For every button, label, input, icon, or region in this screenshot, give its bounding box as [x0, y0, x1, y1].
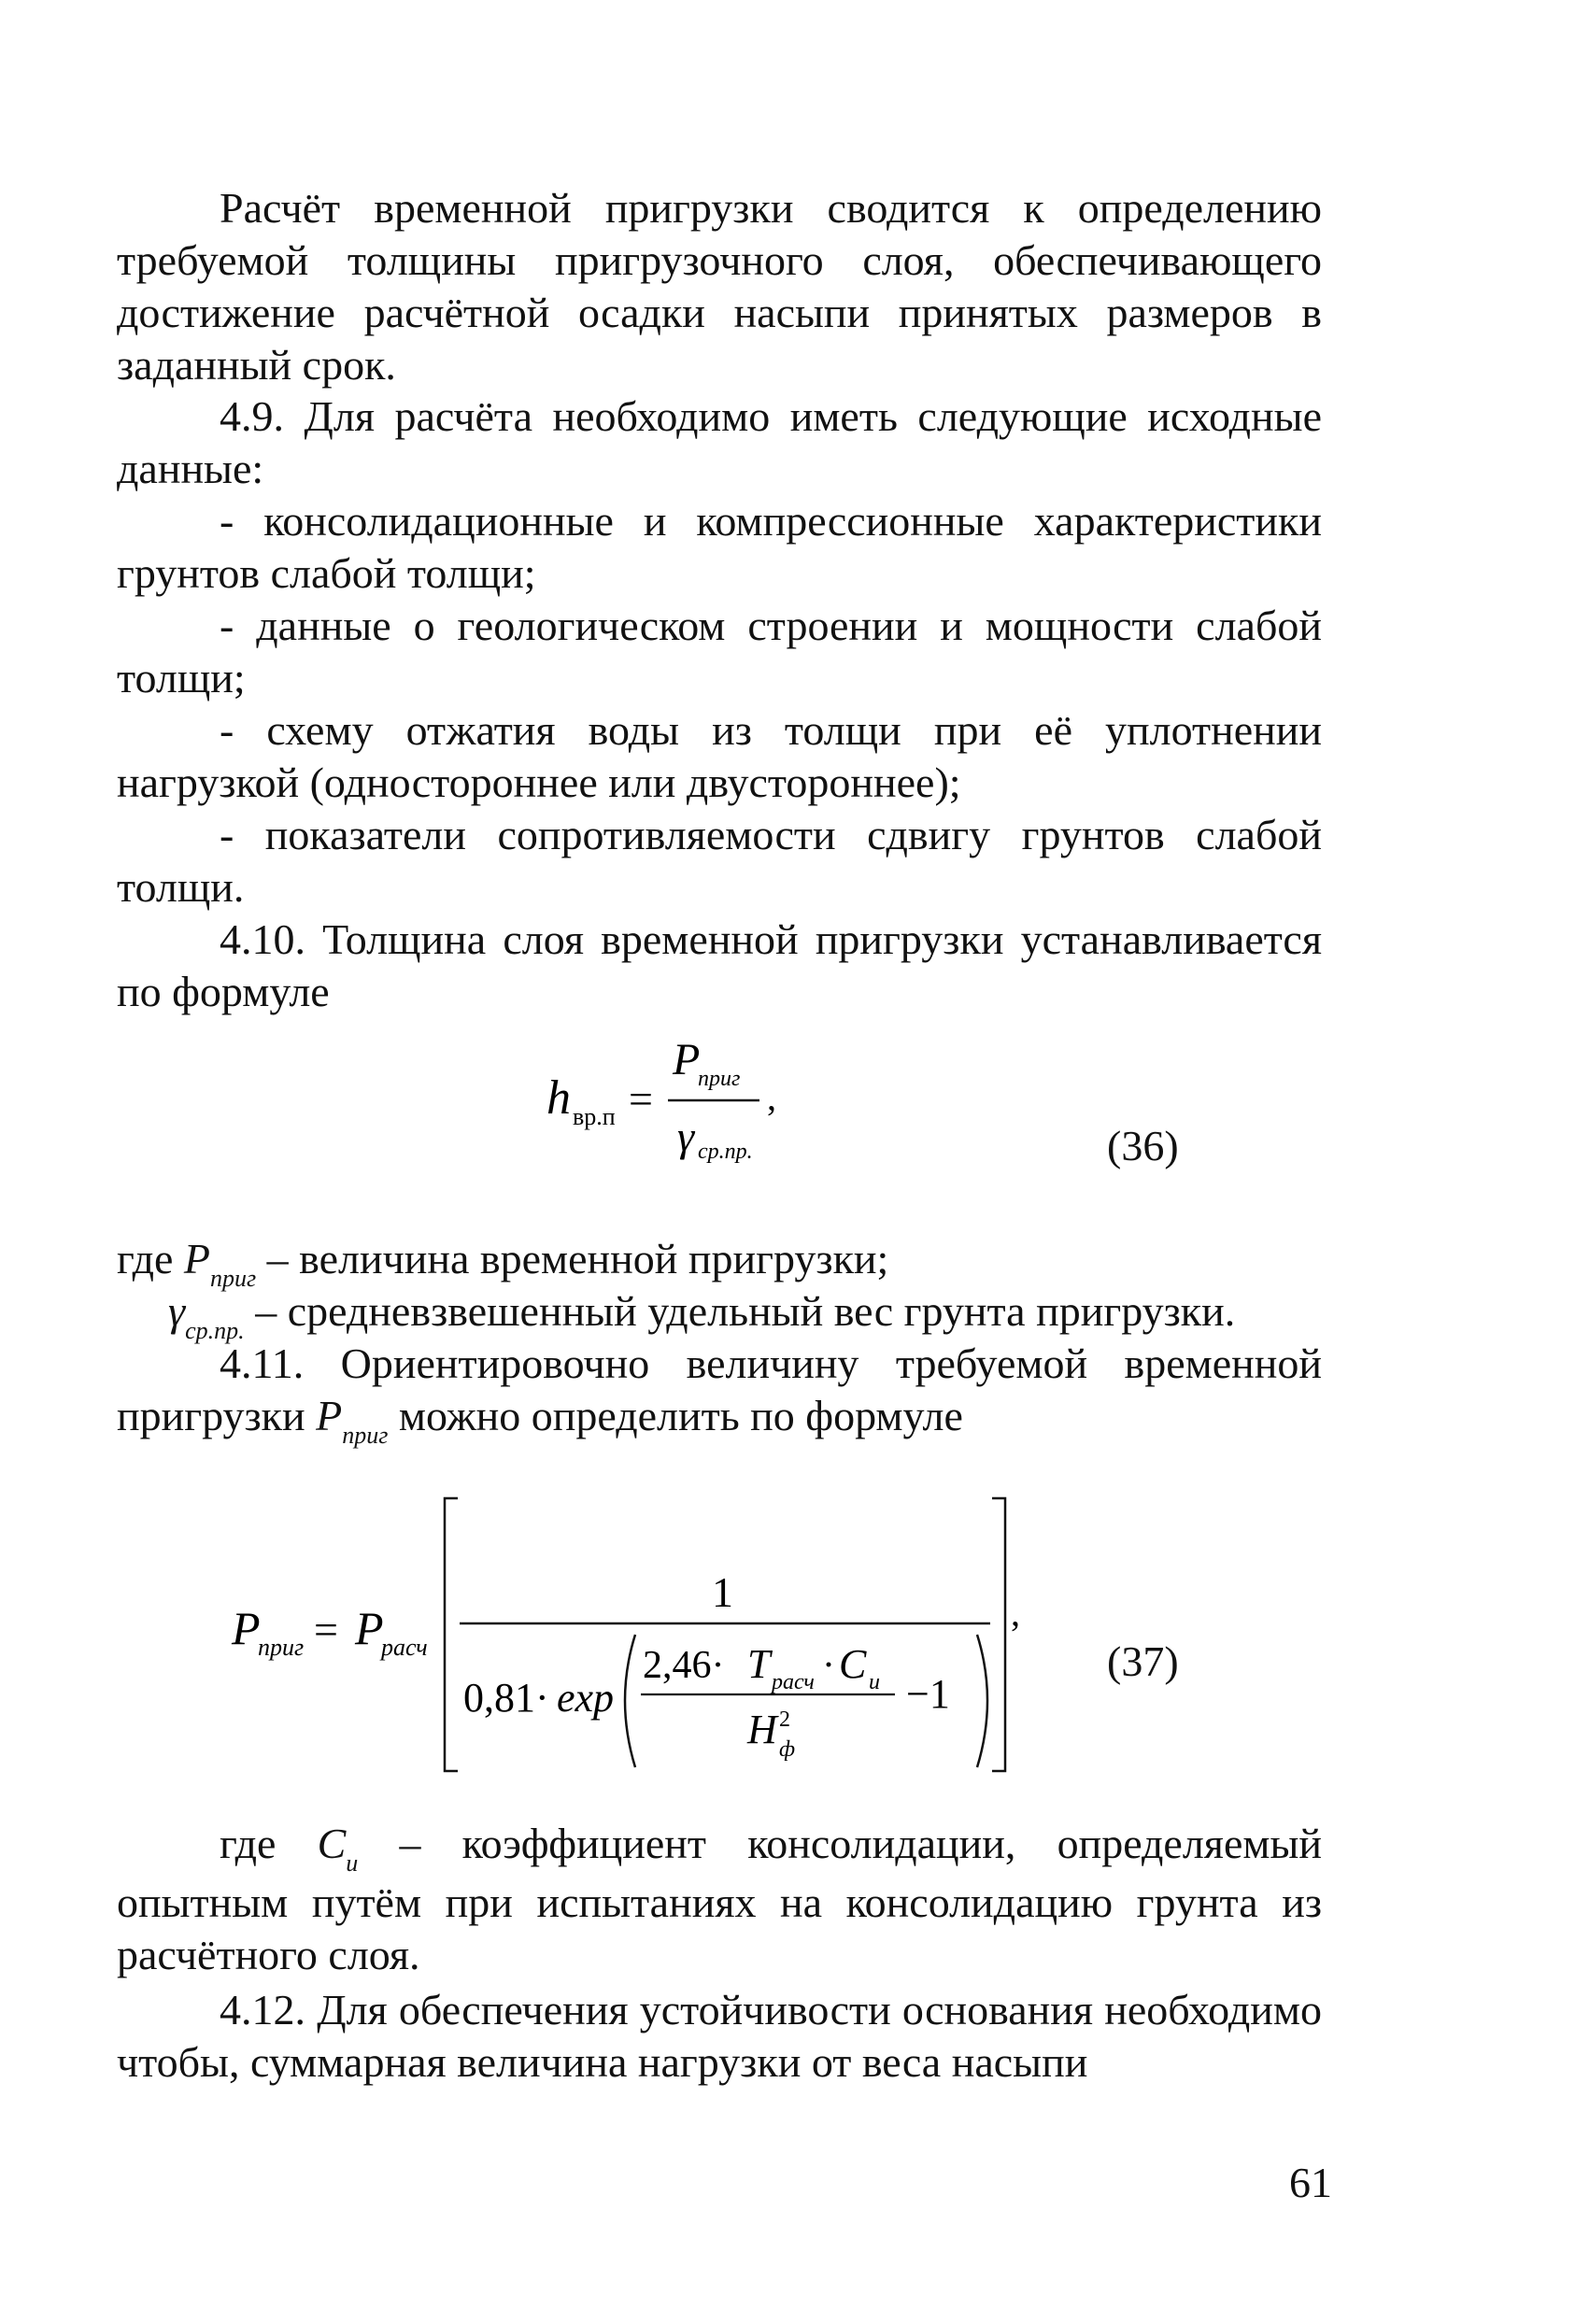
p4-text-a: 4.11. Ориентировочно величину требуемой временной пригрузки: [117, 1339, 1322, 1439]
gamma-symbol: γ: [677, 1112, 695, 1160]
c-symbol: C: [839, 1641, 867, 1687]
right-bracket: [992, 1498, 1005, 1771]
paragraph-intro: Расчёт временной пригрузки сводится к определению требуемой толщины пригрузочного слоя, обеспечивающего достижение расчётной осадки насыпи принятых размеров в заданный срок.: [117, 184, 1322, 389]
where-gamma-text: – средневзвешенный удельный вес грунта пригрузки.: [255, 1287, 1236, 1335]
paragraph-4-11: [117, 1338, 1322, 1449]
where-p-text: – величина временной пригрузки;: [266, 1235, 889, 1282]
p-inline-2: P: [316, 1392, 343, 1439]
left-bracket: [445, 1498, 458, 1771]
paragraph-4-10: 4.10. Толщина слоя временной пригрузки устанавливается по формуле: [117, 915, 1322, 1015]
p-lhs-sub: приг: [258, 1634, 305, 1661]
where-label-2: где: [220, 1820, 277, 1867]
h-symbol: h: [546, 1071, 571, 1125]
left-paren: [625, 1635, 635, 1767]
p-sub-inline-2: приг: [342, 1422, 389, 1449]
t-subscript: расч: [772, 1670, 815, 1694]
where-c-text: – коэффициент консолидации, определяемый опытным путём при испытаниях на консолидацию грунта из расчётного слоя.: [117, 1820, 1322, 1978]
gamma-sub-inline: ср.пр.: [185, 1317, 245, 1344]
formula-37-svg: [224, 1495, 1037, 1803]
c-subscript: u: [869, 1670, 880, 1694]
coef-246: 2,46·: [643, 1644, 725, 1687]
equation-number-37: (37): [1107, 1637, 1179, 1685]
numerator-one: 1: [712, 1568, 733, 1616]
t-symbol: T: [747, 1641, 771, 1687]
exp-label: exp: [557, 1675, 615, 1721]
gamma-inline: γ: [168, 1287, 186, 1335]
formula-37: [224, 1495, 1037, 1803]
h-phi-symbol: H: [747, 1707, 777, 1752]
p-symbol: P: [673, 1037, 701, 1084]
where-c: [117, 1818, 1322, 1981]
c-sub-inline: u: [346, 1849, 359, 1877]
h-subscript: вр.п: [573, 1103, 616, 1130]
formula-36: [546, 1037, 789, 1168]
where-gamma: [168, 1285, 1289, 1344]
coef-081: 0,81·: [463, 1675, 549, 1721]
bullet-drainage: - схему отжатия воды из толщи при её уплотнении нагрузкой (одностороннее или двустороннее);: [117, 706, 1322, 806]
p-rhs: P: [355, 1602, 384, 1654]
bullet-consolidation: - консолидационные и компрессионные характеристики грунтов слабой толщи;: [117, 497, 1322, 597]
page-number: 61: [1289, 2159, 1332, 2206]
p-lhs: P: [232, 1602, 261, 1654]
comma-37: ,: [1011, 1592, 1020, 1634]
equation-number-36: (36): [1107, 1122, 1179, 1169]
where-p: [117, 1233, 1322, 1292]
p-subscript: приг: [698, 1067, 741, 1091]
formula-36-svg: [546, 1037, 789, 1168]
where-label: где: [117, 1235, 174, 1282]
paragraph-4-12: 4.12. Для обеспечения устойчивости основания необходимо чтобы, суммарная величина нагрузки от веса насыпи: [117, 1986, 1322, 2086]
dot-operator: ·: [822, 1644, 835, 1687]
h-phi-superscript: 2: [779, 1708, 790, 1732]
h-phi-subscript: ф: [779, 1737, 796, 1762]
p-sub-inline: приг: [210, 1265, 257, 1292]
equals-sign: =: [629, 1075, 653, 1123]
minus-one: −1: [906, 1671, 950, 1717]
p-symbol-inline: P: [183, 1235, 211, 1282]
p-rhs-sub: расч: [381, 1634, 428, 1661]
bullet-geology: - данные о геологическом строении и мощности слабой толщи;: [117, 602, 1322, 701]
right-paren: [977, 1635, 987, 1767]
paragraph-4-9: 4.9. Для расчёта необходимо иметь следующие исходные данные:: [117, 392, 1322, 492]
c-inline: C: [317, 1820, 347, 1867]
p4-text-b: можно определить по формуле: [398, 1392, 963, 1439]
comma: ,: [767, 1076, 776, 1118]
bullet-shear: - показатели сопротивляемости сдвигу грунтов слабой толщи.: [117, 811, 1322, 911]
equals-37: =: [314, 1606, 338, 1653]
gamma-subscript: ср.пр.: [698, 1140, 753, 1164]
